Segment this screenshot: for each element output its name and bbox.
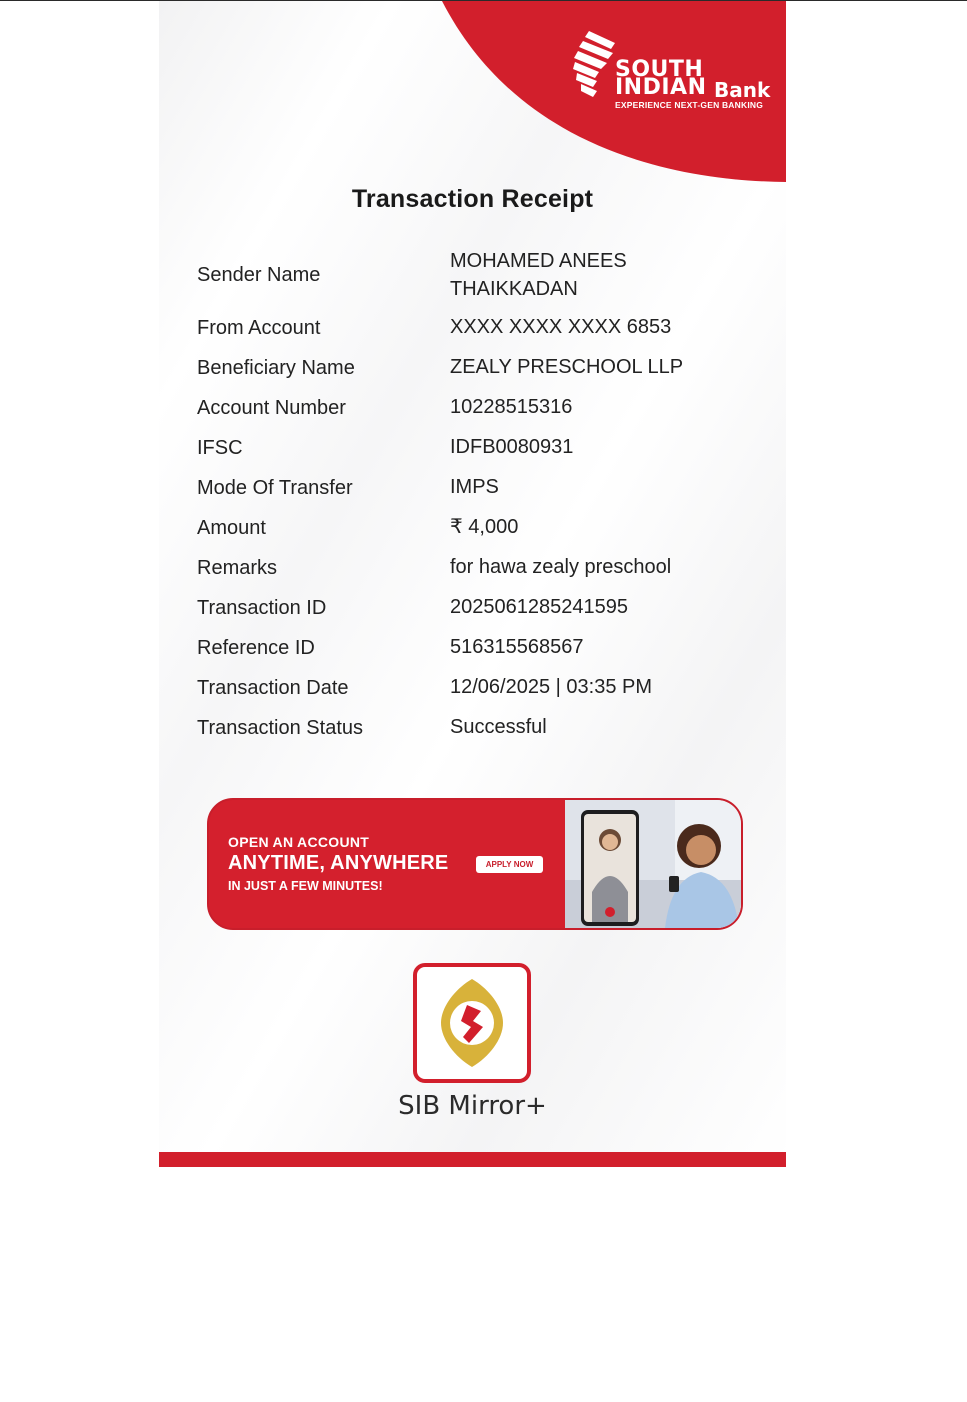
detail-value: 12/06/2025 | 03:35 PM [450,676,653,698]
detail-value: for hawa zealy preschool [450,556,672,578]
app-name: SIB Mirror+ [398,1091,547,1121]
detail-value: XXXX XXXX XXXX 6853 [450,316,672,338]
detail-label: Account Number [197,397,346,419]
detail-value: Successful [450,716,547,738]
detail-label: IFSC [197,437,243,459]
detail-label: Beneficiary Name [197,357,355,379]
banner-subtext: IN JUST A FEW MINUTES! [228,879,383,893]
logo-tagline: EXPERIENCE NEXT-GEN BANKING [615,100,764,110]
detail-value: 2025061285241595 [450,596,628,618]
logo-text-indian: INDIAN [615,75,707,100]
logo-text-bank: Bank [714,78,771,102]
detail-label: From Account [197,317,321,339]
detail-value: ₹ 4,000 [450,516,519,538]
detail-value: IDFB0080931 [450,436,574,458]
open-account-banner[interactable] [207,798,743,930]
detail-label: Mode Of Transfer [197,477,353,499]
banner-photo [565,800,743,928]
apply-now-button[interactable]: APPLY NOW [476,856,543,873]
detail-value: ZEALY PRESCHOOL LLP [450,356,684,378]
detail-value: IMPS [450,476,499,498]
detail-label: Sender Name [197,264,321,286]
banner-headline: ANYTIME, ANYWHERE [228,852,449,874]
detail-label: Transaction ID [197,597,327,619]
logo-text-south: SOUTH [615,57,704,82]
receipt-card [159,1,786,1167]
bank-emblem-icon [571,29,621,101]
banner-heading: OPEN AN ACCOUNT [228,834,370,850]
sib-mirror-app-icon [413,963,531,1083]
detail-label: Remarks [197,557,278,579]
south-indian-bank-logo [571,29,771,113]
detail-value: MOHAMED ANEES THAIKKADAN [450,250,627,300]
detail-label: Reference ID [197,637,315,659]
bottom-red-bar [159,1152,786,1167]
receipt-title: Transaction Receipt [351,185,594,213]
detail-label: Transaction Date [197,677,349,699]
detail-value: 10228515316 [450,396,573,418]
detail-value: 516315568567 [450,636,584,658]
detail-label: Amount [197,517,266,539]
detail-label: Transaction Status [197,717,364,739]
